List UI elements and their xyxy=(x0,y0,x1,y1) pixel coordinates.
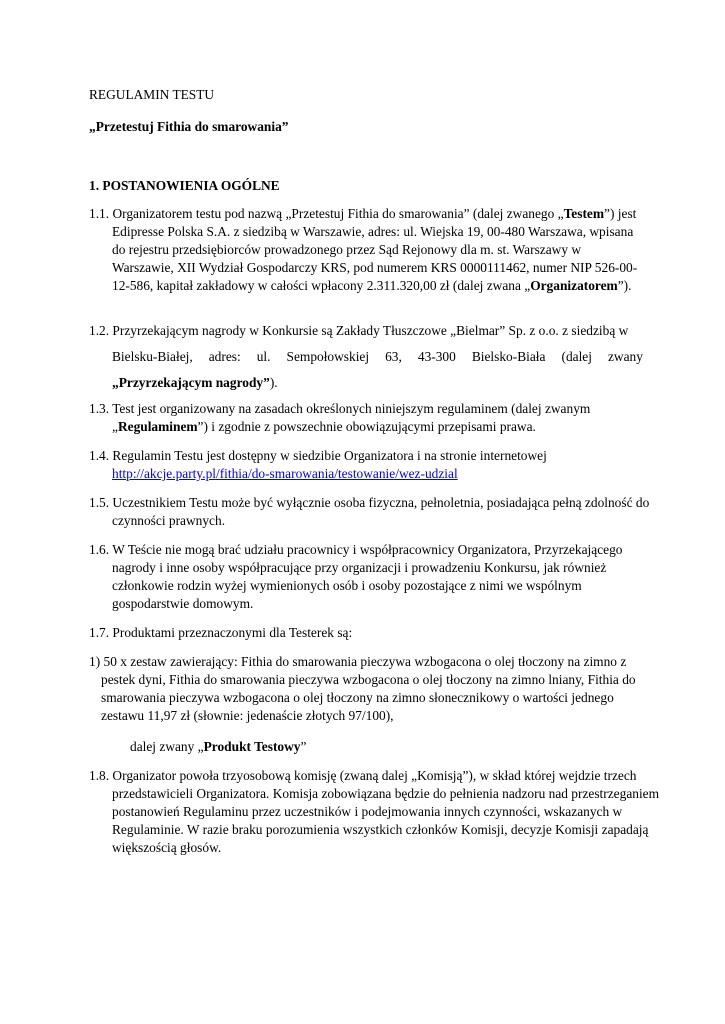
paragraph-1-1: 1.1. Organizatorem testu pod nazwą „Przetestuj Fithia do smarowania” (dalej zwanego „Testem”) jest Edipresse Polska S.A. z siedzibą w Warszawie, adres: ul. Wiejska 19, 00-480 Warszawa, wpisana do rejestru przedsiębiorców prowadzonego przez Sąd Rejonowy dla m. st. Warszawy w Warszawie, XII Wydział Gospodarczy KRS, pod numerem KRS 0000111462, numer NIP 526-00-12-586, kapitał zakładowy w całości wpłacony 2.311.320,00 zł (dalej zwana „Organizatorem”). xyxy=(89,206,638,293)
paragraph-1-4: 1.4. Regulamin Testu jest dostępny w siedzibie Organizatora i na stronie internetowej http://akcje.party.pl/fithia/do-smarowania/testowanie/wez-udzial xyxy=(89,448,547,481)
section-heading-1: 1. POSTANOWIENIA OGÓLNE xyxy=(89,178,280,193)
paragraph-1-2-line2: Bielsku-Białej, adres: ul. Sempołowskiej 63, 43-300 Bielsko-Biała (dalej zwany xyxy=(112,349,643,364)
paragraph-1-7-item-1: 1) 50 x zestaw zawierający: Fithia do smarowania pieczywa wzbogacona o olej tłoczony na zimno z pestek dyni, Fithia do smarowania pieczywa wzbogacona o olej tłoczony na zimno lniany, Fithia do smarowania pieczywa wzbogacona o olej tłoczony na zimno słonecznikowy o wartości jednego zestawu 11,97 zł (słownie: jedenaście złotych 97/100), xyxy=(89,654,636,723)
paragraph-1-2: 1.2. Przyrzekającym nagrody w Konkursie są Zakłady Tłuszczowe „Bielmar” Sp. z o.o. z siedzibą w Bielsku-Białej, adres: ul. Sempołowskiej 63, 43-300 Bielsko-Biała (dalej zwany „Przyrzekającym nagrody”). xyxy=(89,323,643,390)
regulamin-link[interactable]: http://akcje.party.pl/fithia/do-smarowania/testowanie/wez-udzial xyxy=(112,466,458,481)
produkt-testowy-definition: dalej zwany „Produkt Testowy” xyxy=(130,739,307,754)
doc-title: REGULAMIN TESTU xyxy=(89,87,215,102)
doc-subtitle: „Przetestuj Fithia do smarowania” xyxy=(89,119,289,134)
paragraph-1-3: 1.3. Test jest organizowany na zasadach określonych niniejszym regulaminem (dalej zwanym „Regulaminem”) i zgodnie z powszechnie obowiązującymi przepisami prawa. xyxy=(89,401,591,434)
paragraph-1-7: 1.7. Produktami przeznaczonymi dla Testerek są: xyxy=(89,625,353,640)
paragraph-1-6: 1.6. W Teście nie mogą brać udziału pracownicy i współpracownicy Organizatora, Przyrzekającego nagrody i inne osoby współpracujące przy organizacji i prowadzeniu Konkursu, jak również członkowie rodzin wyżej wymienionych osób i osoby pozostające z nimi we wspólnym gospodarstwie domowym. xyxy=(89,542,623,611)
paragraph-1-5: 1.5. Uczestnikiem Testu może być wyłącznie osoba fizyczna, pełnoletnia, posiadająca pełną zdolność do czynności prawnych. xyxy=(89,495,650,528)
paragraph-1-8: 1.8. Organizator powoła trzyosobową komisję (zwaną dalej „Komisją”), w skład której wejdzie trzech przedstawicieli Organizatora. Komisja zobowiązana będzie do pełnienia nadzoru nad przestrzeganiem postanowień Regulaminu przez uczestników i podejmowania innych czynności, wskazanych w Regulaminie. W razie braku porozumienia wszystkich członków Komisji, decyzje Komisji zapadają większością głosów. xyxy=(89,768,660,855)
